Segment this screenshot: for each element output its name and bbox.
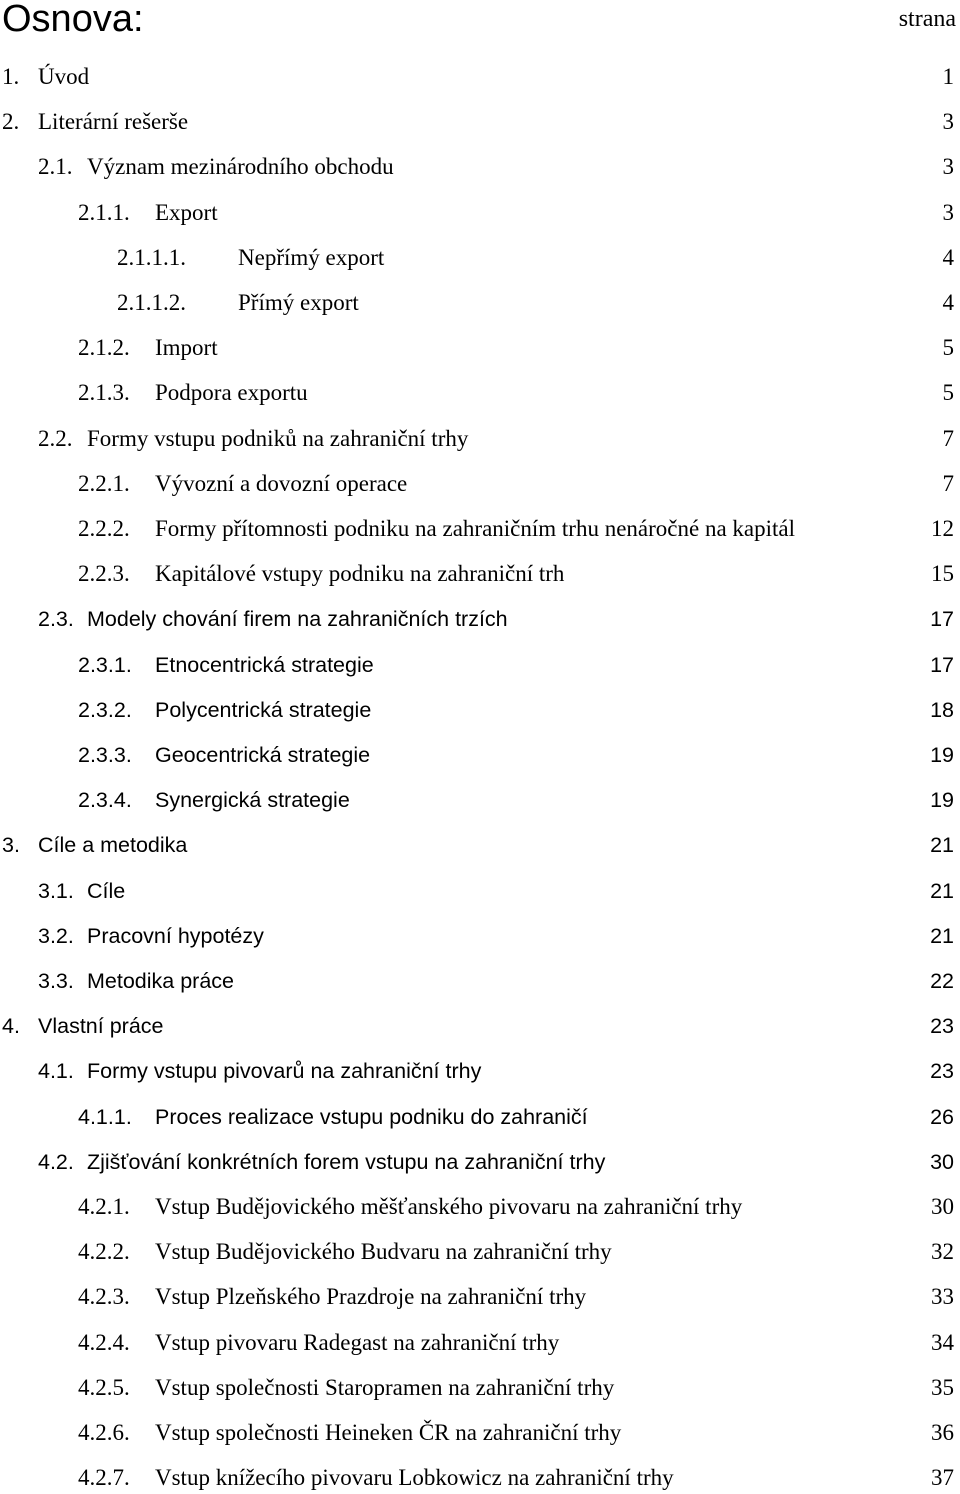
- toc-entry-title: Vstup společnosti Staropramen na zahraniční trhy: [155, 1375, 615, 1400]
- toc-entry-page: 18: [930, 698, 954, 722]
- toc-entry-number: 4.: [2, 1014, 20, 1038]
- toc-entry: [0, 377, 960, 409]
- toc-entry-number: 4.1.1.: [78, 1105, 132, 1129]
- toc-entry-page: 17: [930, 653, 954, 677]
- toc-entry-title: Proces realizace vstupu podniku do zahraničí: [155, 1105, 588, 1129]
- toc-entry: [0, 1417, 960, 1449]
- toc-entry-title: Literární rešerše: [38, 109, 189, 134]
- toc-entry-title: Metodika práce: [87, 969, 234, 993]
- toc-entry: [0, 1146, 960, 1178]
- page-column-label: strana: [898, 6, 956, 32]
- toc-entry-number: 4.2.1.: [78, 1194, 130, 1219]
- toc-entry: [0, 106, 960, 138]
- toc-entry-number: 4.2.4.: [78, 1330, 130, 1355]
- toc-entry-title: Vstup společnosti Heineken ČR na zahraniční trhy: [155, 1420, 622, 1445]
- toc-entry: [0, 468, 960, 500]
- toc-entry-page: 4: [942, 245, 954, 270]
- toc-entry-page: 4: [942, 290, 954, 315]
- toc-entry-number: 4.2.: [38, 1150, 74, 1174]
- toc-entry-title: Úvod: [38, 64, 90, 89]
- toc-entry: [0, 649, 960, 681]
- toc-entry-number: 4.1.: [38, 1059, 74, 1083]
- toc-entry-page: 5: [942, 380, 954, 405]
- toc-entry-title: Export: [155, 200, 218, 225]
- toc-entry-page: 35: [931, 1375, 954, 1400]
- toc-entry-title: Polycentrická strategie: [155, 698, 372, 722]
- toc-entry: [0, 513, 960, 545]
- toc-entry-page: 37: [931, 1465, 954, 1490]
- toc-entry: [0, 1236, 960, 1268]
- toc-entry-number: 2.2.1.: [78, 471, 130, 496]
- toc-entry-number: 2.3.1.: [78, 653, 132, 677]
- toc-entry: [0, 694, 960, 726]
- toc-entry-page: 7: [942, 426, 954, 451]
- toc-entry-number: 2.1.2.: [78, 335, 130, 360]
- toc-entry: [0, 151, 960, 183]
- toc-entry: [0, 423, 960, 455]
- toc-entry-number: 2.1.: [38, 154, 73, 179]
- toc-entry: [0, 197, 960, 229]
- toc-entry-page: 7: [942, 471, 954, 496]
- toc-entry-number: 2.3.3.: [78, 743, 132, 767]
- page-title: Osnova:: [2, 0, 144, 40]
- toc-entry-number: 4.2.7.: [78, 1465, 130, 1490]
- toc-entry-title: Vstup knížecího pivovaru Lobkowicz na zahraniční trhy: [155, 1465, 674, 1490]
- toc-entry-page: 21: [930, 879, 954, 903]
- toc-entry-page: 3: [942, 154, 954, 179]
- toc-entry-title: Cíle a metodika: [38, 833, 188, 857]
- toc-entry-page: 33: [931, 1284, 954, 1309]
- toc-entry-number: 1.: [2, 64, 20, 89]
- toc-entry-title: Etnocentrická strategie: [155, 653, 374, 677]
- toc-entry-number: 2.2.3.: [78, 561, 130, 586]
- toc-entry-number: 4.2.5.: [78, 1375, 130, 1400]
- toc-entry-title: Formy přítomnosti podniku na zahraničním trhu nenáročné na kapitál: [155, 516, 796, 541]
- toc-entry-title: Formy vstupu podniků na zahraniční trhy: [87, 426, 469, 451]
- toc-entry: [0, 920, 960, 952]
- toc-entry: [0, 1191, 960, 1223]
- toc-entry-page: 3: [942, 200, 954, 225]
- toc-entry-number: 3.3.: [38, 969, 74, 993]
- toc-entry-title: Modely chování firem na zahraničních trzích: [87, 607, 508, 631]
- toc-entry-number: 4.2.2.: [78, 1239, 130, 1264]
- toc-entry-page: 23: [930, 1014, 954, 1038]
- toc-entry-page: 19: [930, 788, 954, 812]
- toc-entry: [0, 558, 960, 590]
- toc-entry-title: Cíle: [87, 879, 126, 903]
- toc-entry-page: 17: [930, 607, 954, 631]
- toc-entry-number: 2.: [2, 109, 20, 134]
- toc-entry-page: 22: [930, 969, 954, 993]
- toc-entry-number: 2.3.4.: [78, 788, 132, 812]
- toc-entry-title: Import: [155, 335, 218, 360]
- toc-entry-title: Nepřímý export: [238, 245, 385, 270]
- toc-entry: [0, 1101, 960, 1133]
- toc-entry-title: Vlastní práce: [38, 1014, 164, 1038]
- toc-entry-title: Podpora exportu: [155, 380, 308, 405]
- toc-entry: [0, 739, 960, 771]
- toc-entry-number: 2.1.1.: [78, 200, 130, 225]
- toc-entry-page: 26: [930, 1105, 954, 1129]
- toc-entry: [0, 1372, 960, 1404]
- toc-entry: [0, 829, 960, 861]
- toc-entry-number: 2.2.: [38, 426, 73, 451]
- toc-entry-title: Přímý export: [238, 290, 359, 315]
- toc-entry: [0, 1327, 960, 1359]
- toc-entry-page: 36: [931, 1420, 954, 1445]
- toc-entry-title: Význam mezinárodního obchodu: [87, 154, 394, 179]
- toc-entry: [0, 332, 960, 364]
- toc-entry-title: Vstup Budějovického měšťanského pivovaru na zahraniční trhy: [155, 1194, 743, 1219]
- toc-entry-page: 3: [942, 109, 954, 134]
- toc-entry-title: Formy vstupu pivovarů na zahraniční trhy: [87, 1059, 482, 1083]
- toc-entry: [0, 1010, 960, 1042]
- toc-entry-number: 2.3.2.: [78, 698, 132, 722]
- toc-entry-title: Vstup Budějovického Budvaru na zahraniční trhy: [155, 1239, 612, 1264]
- toc-entry: [0, 603, 960, 635]
- toc-entry: [0, 61, 960, 93]
- toc-entry: [0, 784, 960, 816]
- toc-entry: [0, 965, 960, 997]
- toc-entry: [0, 1281, 960, 1313]
- toc-entry-page: 12: [931, 516, 954, 541]
- toc-entry-number: 3.1.: [38, 879, 74, 903]
- toc-entry-number: 2.2.2.: [78, 516, 130, 541]
- toc-entry-page: 1: [942, 64, 954, 89]
- toc-entry-title: Pracovní hypotézy: [87, 924, 264, 948]
- toc-entry-page: 21: [930, 833, 954, 857]
- toc-entry-title: Vstup Plzeňského Prazdroje na zahraniční trhy: [155, 1284, 587, 1309]
- toc-entry-number: 3.2.: [38, 924, 74, 948]
- toc-entry-number: 4.2.6.: [78, 1420, 130, 1445]
- toc-entry-title: Geocentrická strategie: [155, 743, 371, 767]
- toc-entry-number: 2.1.1.2.: [117, 290, 186, 315]
- toc-entry-title: Synergická strategie: [155, 788, 350, 812]
- toc-entry: [0, 1462, 960, 1494]
- toc-entry-page: 15: [931, 561, 954, 586]
- toc-entry-page: 21: [930, 924, 954, 948]
- toc-entry-page: 30: [930, 1150, 954, 1174]
- toc-entry: [0, 875, 960, 907]
- toc-entry-title: Vývozní a dovozní operace: [155, 471, 408, 496]
- toc-entry-title: Kapitálové vstupy podniku na zahraniční trh: [155, 561, 565, 586]
- toc-entry-page: 5: [942, 335, 954, 360]
- toc-entry: [0, 242, 960, 274]
- toc-entry-number: 2.1.3.: [78, 380, 130, 405]
- toc-entry-number: 2.1.1.1.: [117, 245, 186, 270]
- toc-entry-number: 2.3.: [38, 607, 74, 631]
- toc-entry: [0, 1055, 960, 1087]
- toc-entry-number: 3.: [2, 833, 20, 857]
- toc-entry-title: Vstup pivovaru Radegast na zahraniční trhy: [155, 1330, 560, 1355]
- toc-entry-page: 23: [930, 1059, 954, 1083]
- toc-entry-page: 30: [931, 1194, 954, 1219]
- toc-entry-number: 4.2.3.: [78, 1284, 130, 1309]
- toc-entry-page: 32: [931, 1239, 954, 1264]
- toc-entry-title: Zjišťování konkrétních forem vstupu na zahraniční trhy: [87, 1150, 606, 1174]
- toc-entry-page: 34: [931, 1330, 954, 1355]
- toc-entry: [0, 287, 960, 319]
- toc-entry-page: 19: [930, 743, 954, 767]
